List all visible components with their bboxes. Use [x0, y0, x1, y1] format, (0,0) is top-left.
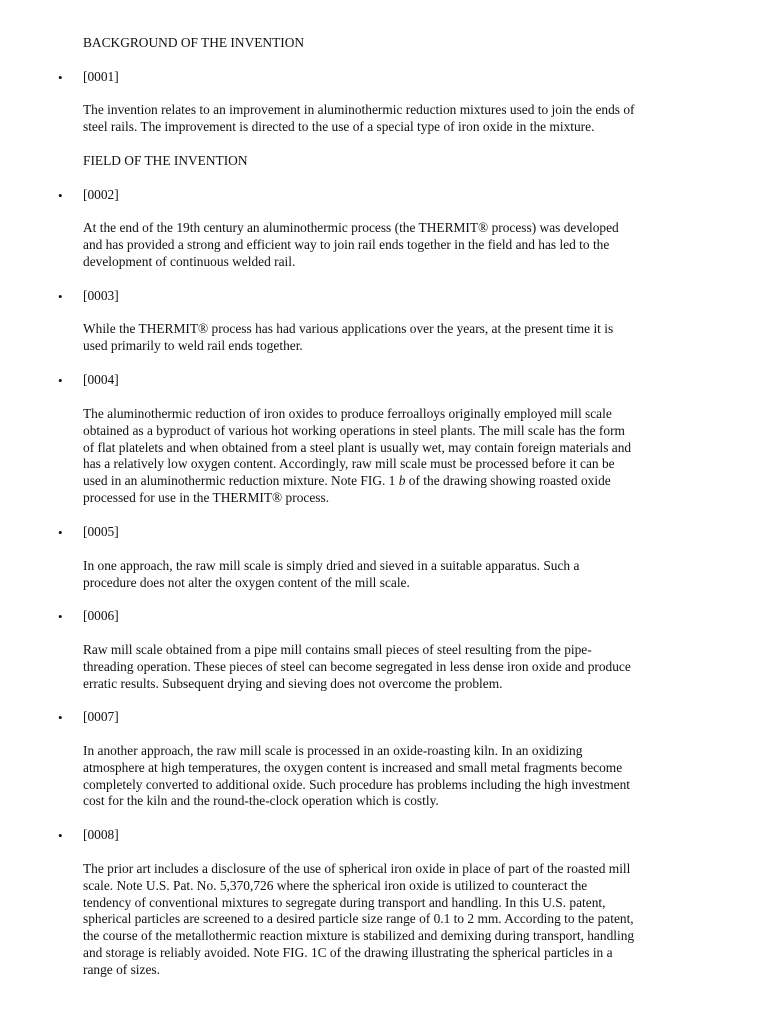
- paragraph-line: tendency of conventional mixtures to segregate during transport and handling. In this U.S. patent,: [83, 894, 606, 910]
- paragraph-0004: [83, 406, 728, 507]
- background-heading: BACKGROUND OF THE INVENTION: [83, 35, 305, 50]
- paragraph-0006: [83, 642, 728, 692]
- paragraph-line: At the end of the 19th century an aluminothermic process (the THERMIT® process) was developed: [83, 220, 619, 235]
- paragraph-0005: [83, 558, 728, 592]
- paragraph-number: [0004]: [83, 372, 119, 387]
- paragraph-number: [0002]: [83, 187, 119, 202]
- paragraph-number: [0001]: [83, 69, 119, 84]
- paragraph-line: and storage is reliably avoided. Note FIG. 1C of the drawing illustrating the spherical particles in a: [83, 944, 613, 960]
- bullet-icon: •: [58, 188, 63, 203]
- bullet-icon: •: [58, 710, 63, 725]
- paragraph-line: cost for the kiln and the round-the-clock operation which is costly.: [83, 793, 439, 809]
- paragraph-line: has a relatively low oxygen content. Accordingly, raw mill scale must be processed before it can be: [83, 456, 615, 472]
- paragraph-line: completely converted to additional oxide. Such procedure has problems including the high investment: [83, 776, 631, 792]
- paragraph-line: obtained as a byproduct of various hot working operations in steel plants. The mill scale has the form: [83, 422, 625, 438]
- paragraph-line: the course of the metallothermic reaction mixture is stabilized and demixing during transport, handling: [83, 928, 635, 944]
- paragraph-line-start: used in an aluminothermic reduction mixture. Note FIG. 1: [83, 473, 399, 489]
- paragraph-line: procedure does not alter the oxygen content of the mill scale.: [83, 574, 410, 590]
- paragraph-line: range of sizes.: [83, 961, 160, 977]
- paragraph-0003: [83, 321, 728, 355]
- bullet-icon: •: [58, 828, 63, 843]
- bullet-icon: •: [58, 525, 63, 540]
- paragraph-line: In another approach, the raw mill scale is processed in an oxide-roasting kiln. In an oxidizing: [83, 743, 583, 758]
- paragraph-line: While the THERMIT® process has had various applications over the years, at the present time it is: [83, 321, 614, 336]
- paragraph-line-end: of the drawing showing roasted oxide: [408, 473, 611, 489]
- paragraph-line: and has provided a strong and efficient way to join rail ends together in the field and has led to the: [83, 236, 610, 252]
- paragraph-line: spherical particles are screened to a desired particle size range of 0.1 to 2 mm. According to the patent,: [83, 911, 634, 927]
- paragraph-0002: [83, 220, 728, 270]
- paragraph-0007: [83, 743, 728, 810]
- bullet-icon: •: [58, 289, 63, 304]
- paragraph-number: [0007]: [83, 709, 119, 724]
- bullet-icon: •: [58, 609, 63, 624]
- paragraph-line: scale. Note U.S. Pat. No. 5,370,726 where the spherical iron oxide is utilized to counteract the: [83, 877, 588, 893]
- paragraph-number: [0006]: [83, 608, 119, 623]
- paragraph-line: The prior art includes a disclosure of the use of spherical iron oxide in place of part of the roasted mill: [83, 861, 631, 876]
- bullet-icon: •: [58, 373, 63, 388]
- paragraph-line: used primarily to weld rail ends together.: [83, 337, 303, 353]
- paragraph-line: atmosphere at high temperatures, the oxygen content is increased and small metal fragments become: [83, 759, 623, 775]
- paragraph-line: The aluminothermic reduction of iron oxides to produce ferroalloys originally employed mill scale: [83, 406, 612, 421]
- paragraph-0001: [83, 102, 728, 136]
- paragraph-number: [0008]: [83, 827, 119, 842]
- figure-reference: b: [398, 473, 406, 489]
- paragraph-line: erratic results. Subsequent drying and sieving does not overcome the problem.: [83, 675, 503, 691]
- field-heading: FIELD OF THE INVENTION: [83, 153, 248, 168]
- bullet-icon: •: [58, 70, 63, 85]
- paragraph-number: [0005]: [83, 524, 119, 539]
- paragraph-line: In one approach, the raw mill scale is simply dried and sieved in a suitable apparatus. Such a: [83, 558, 580, 573]
- paragraph-line: of flat platelets and when obtained from a steel plant is usually wet, may contain foreign materials and: [83, 439, 632, 455]
- paragraph-line: development of continuous welded rail.: [83, 253, 296, 269]
- paragraph-number: [0003]: [83, 288, 119, 303]
- paragraph-line: steel rails. The improvement is directed to the use of a special type of iron oxide in the mixture.: [83, 118, 595, 134]
- paragraph-line: processed for use in the THERMIT® process.: [83, 489, 330, 505]
- paragraph-line: The invention relates to an improvement in aluminothermic reduction mixtures used to join the ends of: [83, 102, 635, 117]
- paragraph-line: Raw mill scale obtained from a pipe mill contains small pieces of steel resulting from the pipe-: [83, 642, 592, 657]
- paragraph-line: [83, 473, 728, 490]
- paragraph-line: threading operation. These pieces of steel can become segregated in less dense iron oxide and produce: [83, 658, 631, 674]
- paragraph-0008: [83, 861, 728, 979]
